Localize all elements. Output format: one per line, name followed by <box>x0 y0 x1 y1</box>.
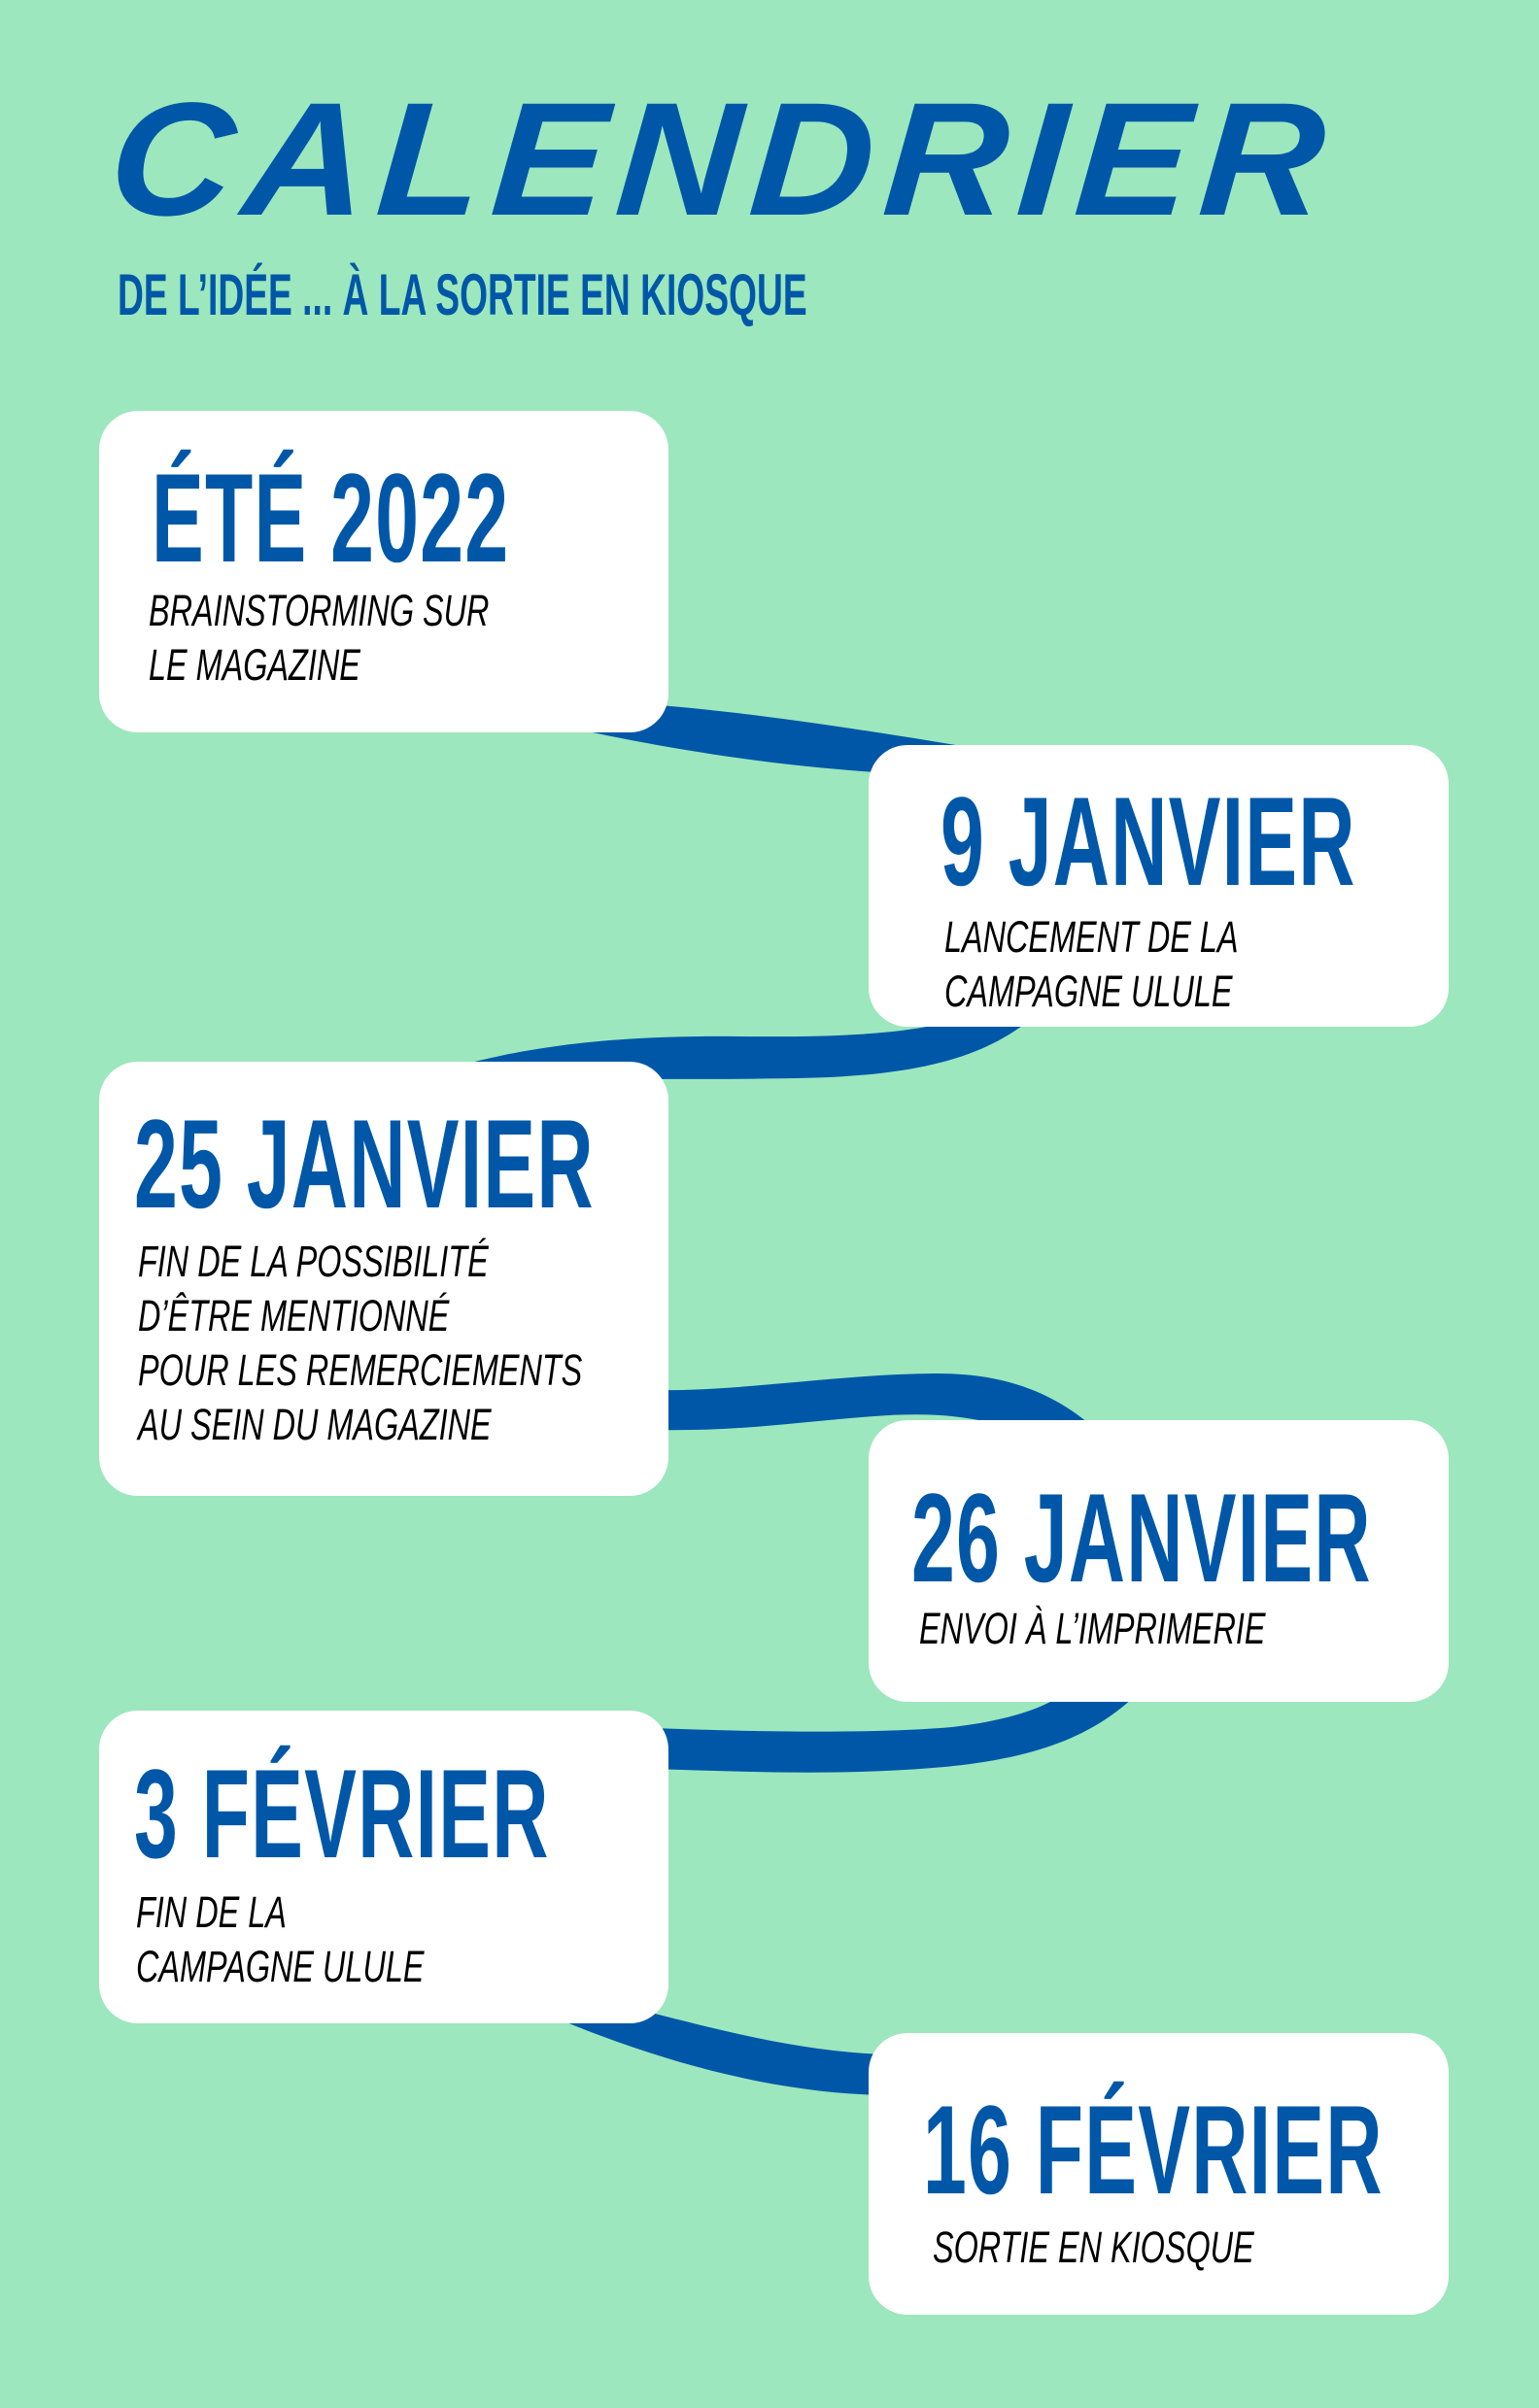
card-description-line: D’ÊTRE MENTIONNÉ <box>138 1291 450 1340</box>
page-subtitle: DE L’IDÉE ... À LA SORTIE EN KIOSQUE <box>118 262 807 327</box>
timeline-card-16-fevrier <box>869 2033 1449 2315</box>
card-description <box>944 910 1238 1019</box>
connector-4 <box>651 1698 1133 1773</box>
card-description-line: FIN DE LA <box>136 1887 287 1937</box>
timeline-card-9-janvier <box>869 745 1449 1027</box>
card-description-line: FIN DE LA POSSIBILITÉ <box>138 1237 489 1286</box>
card-description-line: BRAINSTORMING SUR <box>149 586 490 635</box>
card-description-line: POUR LES REMERCIEMENTS <box>138 1345 583 1395</box>
card-description <box>136 1885 424 1994</box>
card-description <box>138 1235 582 1452</box>
timeline-card-25-janvier <box>99 1062 668 1496</box>
card-description-line: CAMPAGNE ULULE <box>944 967 1233 1016</box>
card-description <box>933 2221 1254 2275</box>
connector-5 <box>562 2013 884 2095</box>
timeline-card-3-fevrier <box>99 1711 668 2023</box>
card-date: 16 FÉVRIER <box>923 2079 1384 2221</box>
timeline-card-ete-2022 <box>99 411 668 732</box>
card-date: 26 JANVIER <box>911 1467 1372 1609</box>
card-date: 25 JANVIER <box>134 1093 595 1235</box>
card-description-line: CAMPAGNE ULULE <box>136 1942 425 1991</box>
card-description-line: AU SEIN DU MAGAZINE <box>138 1400 492 1449</box>
timeline-card-26-janvier <box>869 1420 1449 1702</box>
card-description <box>919 1602 1265 1656</box>
card-date: 3 FÉVRIER <box>134 1743 550 1884</box>
card-description-line: ENVOI À L’IMPRIMERIE <box>919 1604 1266 1653</box>
card-date: ÉTÉ 2022 <box>152 447 510 589</box>
page-title: CALENDRIER <box>104 70 1342 250</box>
card-description-line: SORTIE EN KIOSQUE <box>933 2222 1254 2272</box>
card-description-line: LANCEMENT DE LA <box>944 912 1239 962</box>
card-date: 9 JANVIER <box>940 770 1356 912</box>
card-description <box>149 584 489 693</box>
card-description-line: LE MAGAZINE <box>149 640 360 690</box>
